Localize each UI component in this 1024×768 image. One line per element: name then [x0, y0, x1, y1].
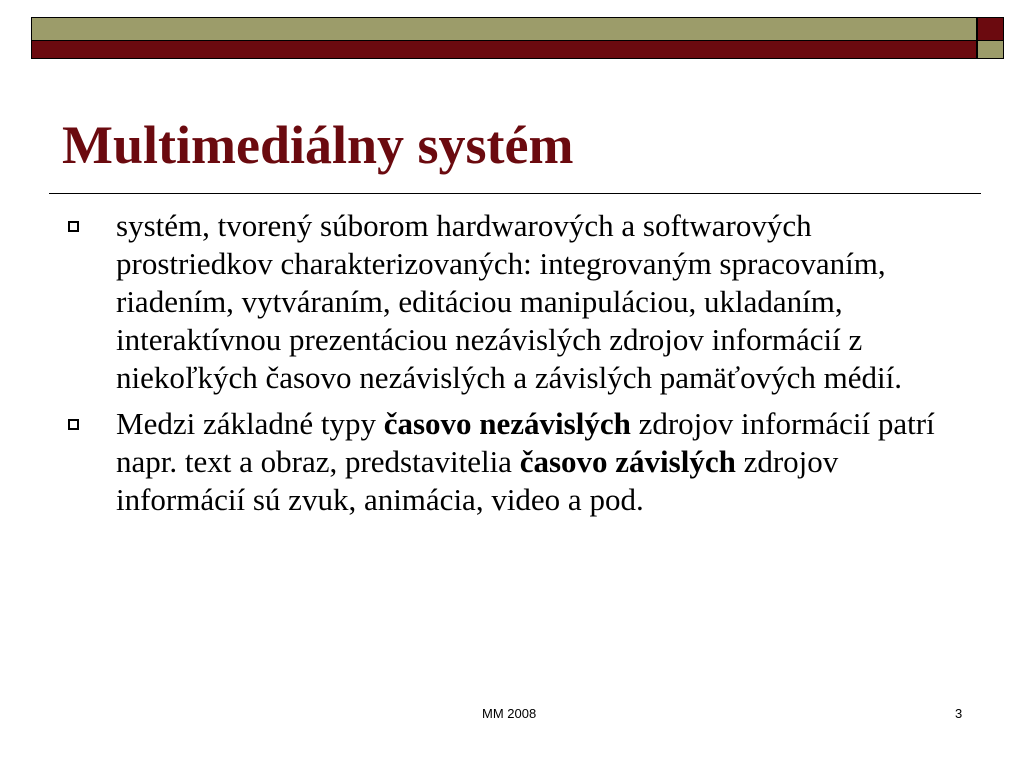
- corner-square-olive: [977, 40, 1004, 59]
- header-banner-red: [31, 40, 977, 59]
- bullet-list: [67, 207, 967, 527]
- corner-square-red: [977, 17, 1004, 41]
- title-divider: [49, 193, 981, 194]
- bullet-text: systém, tvorený súborom hardwarových a softwarových prostriedkov charakterizovaných: integrovaným spracovaním, riadením, vytváraním, editáciou manipuláciou, ukladaním, interaktívnou prezentáciou nezávislých zdrojov informácií z niekoľkých časovo nezávislých a závislých pamäťových médií.: [116, 208, 902, 395]
- hollow-square-bullet-icon: [68, 221, 79, 232]
- bullet-bold-term: časovo závislých: [519, 444, 736, 479]
- bullet-text-part: zdrojov informácií sú zvuk, animácia, video a pod.: [116, 444, 839, 517]
- bullet-text-part: zdrojov informácií patrí napr. text a obraz, predstavitelia: [116, 406, 935, 479]
- slide-title: Multimediálny systém: [62, 115, 574, 175]
- header-banner-olive: [31, 17, 977, 41]
- bullet-item: [67, 207, 967, 397]
- bullet-item: [67, 405, 967, 519]
- footer-label: MM 2008: [482, 706, 537, 721]
- page-number: 3: [955, 706, 963, 721]
- hollow-square-bullet-icon: [68, 419, 79, 430]
- bullet-bold-term: časovo nezávislých: [383, 406, 631, 441]
- bullet-text-part: Medzi základné typy: [116, 406, 384, 441]
